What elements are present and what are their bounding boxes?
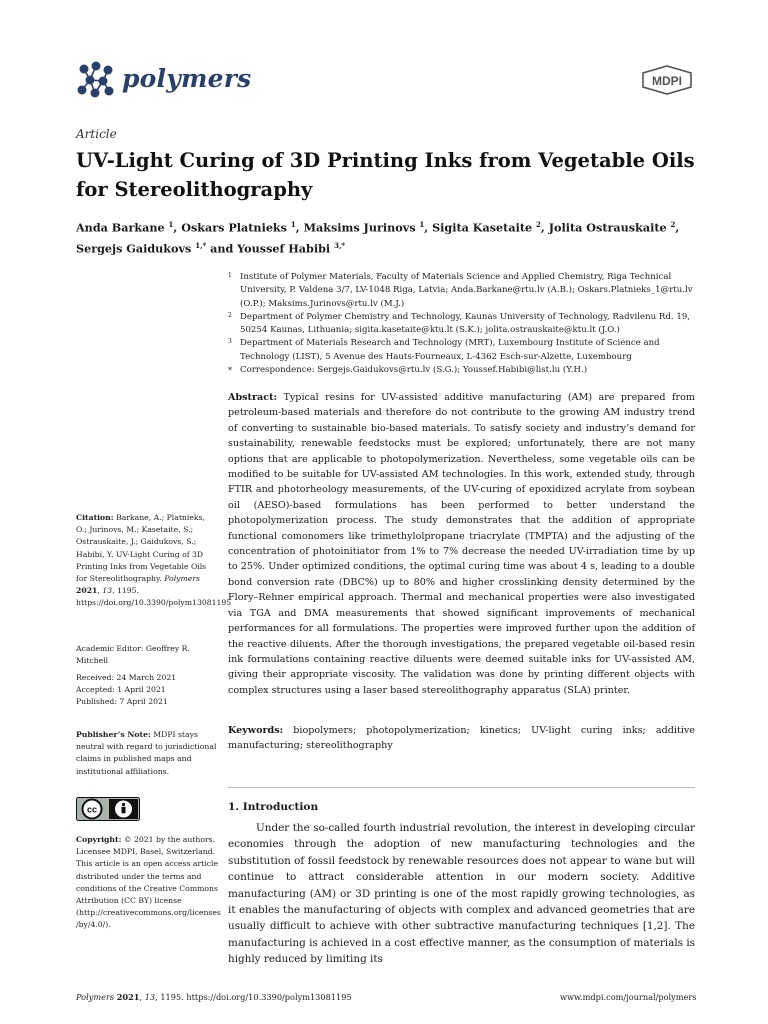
author-name: Sergejs Gaidukovs — [76, 241, 192, 256]
abstract — [228, 390, 695, 698]
article-type: Article — [76, 127, 117, 141]
publisher-note: Publisher’s Note: MDPI stays neutral with regard to jurisdictional claims in published maps and institutional affiliations. — [76, 730, 217, 776]
citation-doi-link[interactable]: , 1195. https://doi.org/10.3390/polym13081195 — [76, 586, 232, 608]
keywords-label: Keywords: — [228, 725, 284, 736]
footer-journal-url[interactable]: www.mdpi.com/journal/polymers — [560, 992, 697, 1002]
section-heading: 1. Introduction — [228, 801, 319, 813]
author-name: Anda Barkane — [76, 220, 165, 235]
correspondence: * Correspondence: Sergejs.Gaidukovs@rtu.lv (S.G.); Youssef.Habibi@list.lu (Y.H.) — [228, 365, 588, 376]
journal-name: polymers — [122, 64, 252, 93]
dates-block — [76, 672, 221, 709]
academic-editor: Academic Editor: Geoffrey R. Mitchell — [76, 644, 190, 666]
keywords-text: biopolymers; photopolymerization; kinetics; UV-light curing inks; additive manufacturing; stereolithography — [228, 725, 695, 752]
affiliation-item: 2 Department of Polymer Chemistry and Technology, Kaunas University of Technology, Radvilenu Rd. 19, 50254 Kaunas, Lithuania; sigita.kasetaite@ktu.lt (S.K.); jolita.ostrauskaite@ktu.lt (J.O.) — [228, 311, 691, 336]
abstract-label: Abstract: — [228, 392, 278, 403]
received-date: Received: 24 March 2021 — [76, 673, 177, 682]
mdpi-logo-icon — [641, 65, 693, 95]
section-divider — [228, 787, 695, 788]
svg-text:cc: cc — [86, 804, 98, 815]
abstract-text: Typical resins for UV-assisted additive manufacturing (AM) are prepared from petroleum-based materials and therefore do not contribute to the growing AM industry trend of converting to sustainable bio-based materials. To satisfy society and industry’s demand for sustainability, renewable feedstocks must be explored; unfortunately, there are not many options that are applicable to photopolymerization. Nevertheless, some vegetable oils can be modified to be suitable for UV-assisted AM technologies. In this work, extended study, through FTIR and photorheology measurements, of the UV-curing of epoxidized acrylate from soybean oil (AESO)-based formulations has been performed to better understand the photopolymerization process. The study demonstrates that the addition of appropriate functional comonomers like trimethylolpropane triacrylate (TMPTA) and the adjusting of the concentration of photoinitiator from 1% to 7% decrease the needed UV-irradiation time by up to 25%. Under optimized conditions, the optimal curing time was about 4 s, leading to a double bond conversion rate (DBC%) up to 80% and higher crosslinking density determined by the Flory–Rehner empirical approach. Thermal and mechanical properties were also investigated via TGA and DMA measurements that showed significant improvements of mechanical performances for all formulations. The properties were improved further upon the addition of the reactive diluents. After the thorough investigations, the prepared vegetable oil-based resin ink formulations containing reactive diluents were deemed suitable inks for UV-assisted AM, giving their appropriate viscosity. The validation was done by printing different objects with complex structures using a laser based stereolithography apparatus (SLA) printer. — [228, 392, 695, 696]
footer-citation: Polymers 2021, 13, 1195. https://doi.org/10.3390/polym13081195 — [76, 992, 352, 1002]
copyright-block: Copyright: © 2021 by the authors. Licensee MDPI, Basel, Switzerland. This article is an open access article distributed under the terms and conditions of the Creative Commons Attribution (CC BY) license (http://creativecommons.org/licenses /by/4.0/). — [76, 835, 221, 930]
polymers-logo-icon — [76, 60, 116, 100]
cc-by-license-icon[interactable] — [76, 797, 140, 821]
accepted-date: Accepted: 1 April 2021 — [76, 685, 166, 695]
keywords — [228, 723, 695, 754]
publisher-name: MDPI — [652, 74, 682, 88]
author-name: Maksims Jurinovs — [303, 220, 416, 235]
affiliation-item: 3 Department of Materials Research and Technology (MRT), Luxembourg Institute of Science and Technology (LIST), 5 Avenue des Hauts-Fourneaux, L-4362 Esch-sur-Alzette, Luxembourg — [228, 338, 660, 362]
citation-block: Citation: Barkane, A.; Platnieks, O.; Jurinovs, M.; Kasetaite, S.; Ostrauskaite, J.; Gaidukovs, S.; Habibi, Y. UV-Light Curing of 3D Printing Inks from Vegetable Oils for Stereolithography. Polymers 2021, 13, 1195. https://doi.org/10.3390/polym13081195 — [76, 513, 232, 608]
author-list: Anda Barkane $^1$, Oskars Platnieks $^1$, Maksims Jurinovs $^1$, Sigita Kasetaite $^2$, Jolita Ostrauskaite $^2$, Sergejs Gaidukovs $^{1,*}$ and Youssef Habibi $^{3,*}$ — [76, 220, 680, 256]
affiliation-item: 1 Institute of Polymer Materials, Faculty of Materials Science and Applied Chemistry, Riga Technical University, P. Valdena 3/7, LV-1048 Riga, Latvia; Anda.Barkane@rtu.lv (A.B.); Oskars.Platnieks_1@rtu.lv (O.P.); Maksims.Jurinovs@rtu.lv (M.J.) — [228, 272, 693, 309]
article-title: UV-Light Curing of 3D Printing Inks from Vegetable Oils for Stereolithography — [76, 149, 695, 201]
author-name: Oskars Platnieks — [181, 220, 287, 235]
introduction-text: Under the so-called fourth industrial revolution, the interest in developing circular economies through the adoption of new manufacturing technologies and the substitution of fossil feedstock by renewable resources does not appear to wane but will continue to attract considerable attention in our modern society. Additive manufacturing (AM) or 3D printing is one of the most rapidly growing technologies, as it enables the manufacturing of objects with complex and advanced geometries that are usually difficult to achieve with other subtractive manufacturing techniques [1,2]. The manufacturing is achieved in a cost effective manner, as the consumption of materials is highly reduced by limiting its — [228, 822, 695, 966]
affiliations — [228, 271, 698, 377]
author-name: Jolita Ostrauskaite — [548, 220, 667, 235]
author-name: Sigita Kasetaite — [432, 220, 533, 235]
published-date: Published: 7 April 2021 — [76, 697, 168, 707]
author-name: Youssef Habibi — [237, 241, 331, 256]
